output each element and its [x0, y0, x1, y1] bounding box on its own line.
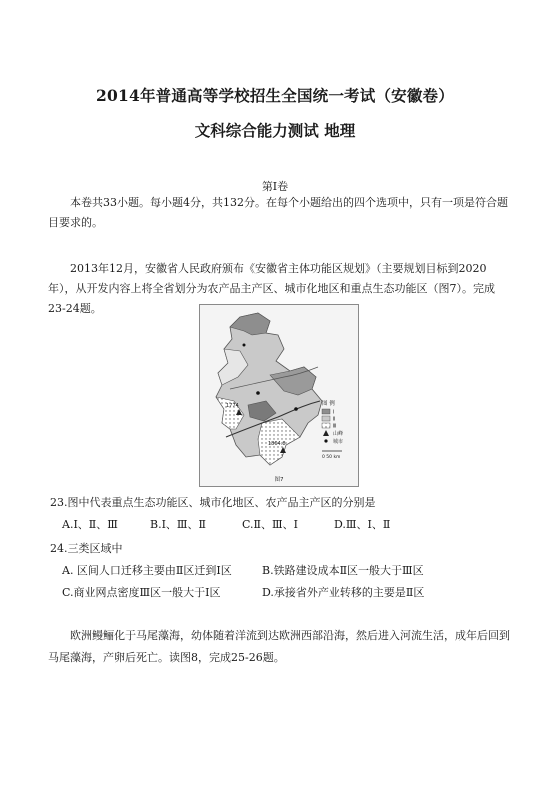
legend-city-label: 城市 — [333, 439, 344, 445]
legend-label-3: Ⅲ — [333, 423, 337, 430]
peak-label: 1774 — [226, 403, 239, 409]
section-heading: 第Ⅰ卷 — [261, 180, 289, 193]
legend-swatch-1 — [322, 409, 330, 414]
q23-option-b[interactable]: B.Ⅰ、Ⅲ、Ⅱ — [150, 518, 207, 531]
q23-option-c[interactable]: C.Ⅱ、Ⅲ、Ⅰ — [242, 518, 298, 531]
legend-label-2: Ⅱ — [333, 416, 336, 423]
exam-subtitle: 文科综合能力测试 地理 — [194, 121, 356, 140]
q24-option-a[interactable]: A. 区间人口迁移主要由Ⅱ区迁到Ⅰ区 — [62, 564, 232, 577]
legend-title: 图 例 — [322, 401, 335, 407]
legend-swatch-2 — [322, 416, 330, 421]
question-23-options — [62, 516, 424, 532]
legend-city-icon — [324, 439, 327, 442]
city-marker — [294, 407, 298, 411]
anhui-map-figure — [199, 304, 359, 487]
q24-option-b[interactable]: B.铁路建设成本Ⅱ区一般大于Ⅲ区 — [262, 564, 424, 577]
scale-label: 0 50 km — [322, 455, 341, 460]
exam-title: 2014年普通高等学校招生全国统一考试（安徽卷） — [96, 86, 454, 105]
intro-paragraph: 本卷共33小题。每小题4分，共132分。在每个小题给出的四个选项中，只有一项是符合题目要求的。 — [48, 196, 508, 229]
legend-peak-icon — [323, 430, 329, 436]
legend-swatch-3 — [322, 423, 330, 428]
q23-option-a[interactable]: A.Ⅰ、Ⅱ、Ⅲ — [62, 518, 118, 531]
figure-caption: 图7 — [274, 477, 284, 483]
q24-option-d[interactable]: D.承接省外产业转移的主要是Ⅱ区 — [262, 586, 425, 599]
city-marker — [256, 391, 260, 395]
map-legend — [322, 399, 343, 460]
peak-label: 1864.8 — [268, 441, 286, 447]
q23-option-d[interactable]: D.Ⅲ、Ⅰ、Ⅱ — [334, 518, 391, 531]
legend-peak-label: 山峰 — [333, 431, 344, 437]
city-marker — [243, 344, 246, 347]
question-23-stem: 23.图中代表重点生态功能区、城市化地区、农产品主产区的分别是 — [50, 496, 376, 509]
passage-2-paragraph: 欧洲鳗鲡化于马尾藻海，幼体随着洋流到达欧洲西部沿海，然后进入河流生活，成年后回到马尾藻海，产卵后死亡。读图8，完成25-26题。 — [48, 629, 510, 664]
question-24-stem: 24.三类区域中 — [50, 542, 123, 555]
legend-label-1: Ⅰ — [333, 409, 335, 416]
passage-paragraph: 2013年12月，安徽省人民政府颁布《安徽省主体功能区规划》（主要规划目标到2020年），从开发内容上将全省划分为农产品主产区、城市化地区和重点生态功能区（图7）。完成23-24题。 — [48, 262, 495, 315]
q24-option-c[interactable]: C.商业网点密度Ⅲ区一般大于Ⅰ区 — [62, 586, 221, 599]
map-drawing — [200, 305, 358, 486]
